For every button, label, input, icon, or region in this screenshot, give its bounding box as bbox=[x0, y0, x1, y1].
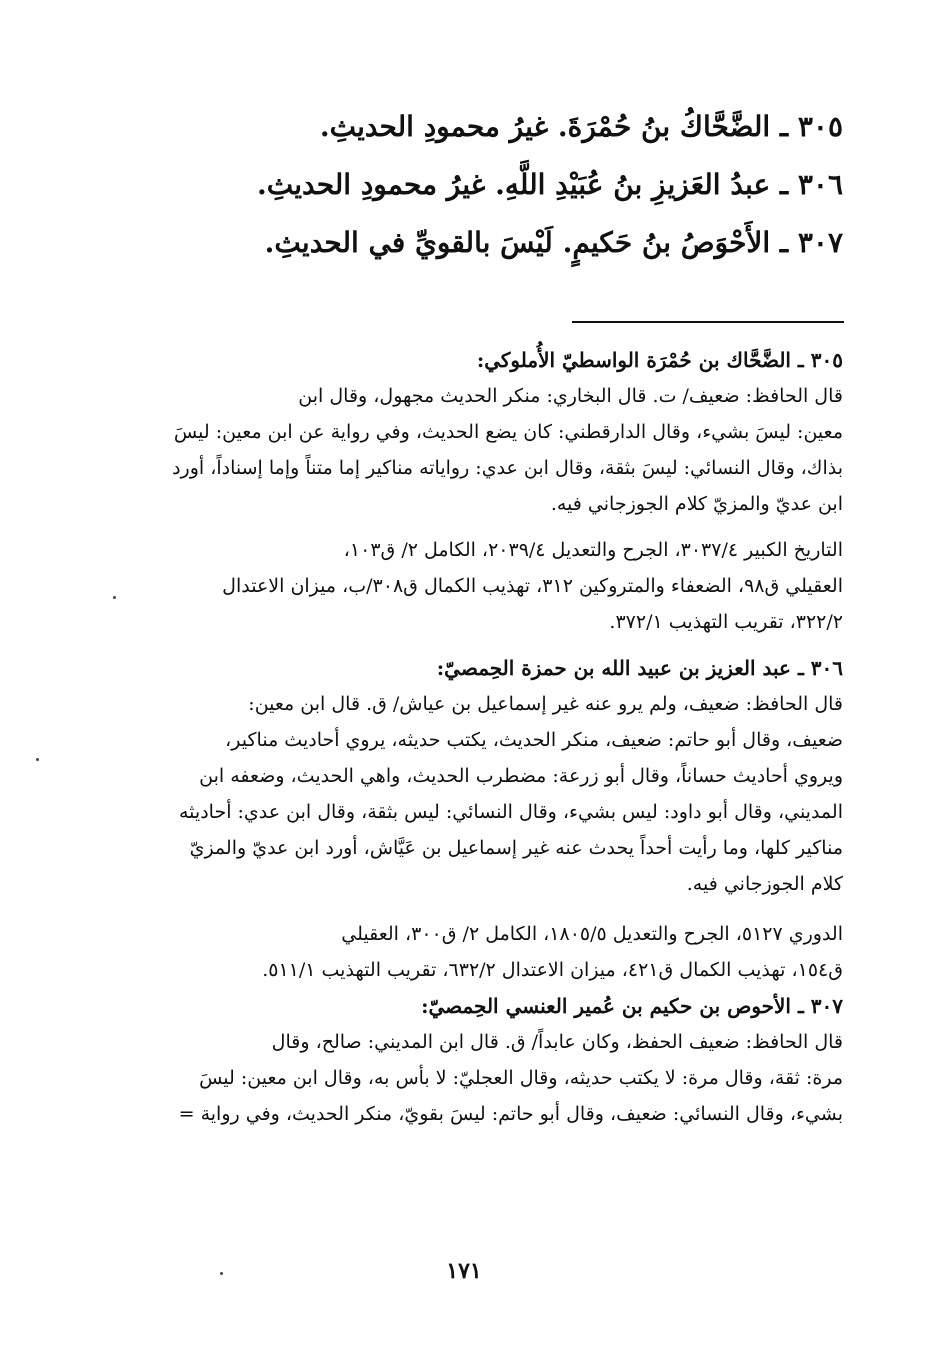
page-number: ١٧١ bbox=[446, 1258, 482, 1284]
text-line: ٣٢٢/٢، تقريب التهذيب ٣٧٢/١. bbox=[609, 611, 843, 633]
text-line: ضعيف، وقال أبو حاتم: ضعيف، منكر الحديث، يكتب حديثه، يروي أحاديث مناكير، bbox=[225, 729, 843, 751]
text-line: بذاك، وقال النسائي: ليسَ بثقة، وقال ابن عدي: رواياته مناكير إما متناً وإما إسناداً، أورد bbox=[172, 457, 843, 479]
note-heading-307: ٣٠٧ ـ الأحوص بن حكيم بن عُمير العنسي الحِمصيّ: bbox=[421, 994, 843, 1018]
note-heading-306: ٣٠٦ ـ عبد العزيز بن عبيد الله بن حمزة الحِمصيّ: bbox=[436, 656, 843, 680]
text-line: قال الحافظ: ضعيف، ولم يرو عنه غير إسماعيل بن عياش/ ق. قال ابن معين: bbox=[248, 693, 843, 715]
text-line: المديني، وقال أبو داود: ليس بشيء، وقال النسائي: ليس بثقة، وقال ابن عدي: أحاديثه bbox=[179, 801, 843, 823]
text-line: بشيء، وقال النسائي: ضعيف، وقال أبو حاتم: ليسَ بقويّ، منكر الحديث، وفي رواية = bbox=[178, 1103, 843, 1125]
main-entry-307: ٣٠٧ ـ الأَحْوَصُ بنُ حَكيمٍ. لَيْسَ بالقويِّ في الحديثِ. bbox=[264, 226, 843, 259]
note-306-sources bbox=[140, 916, 843, 988]
scan-speck bbox=[113, 596, 116, 599]
note-heading-305: ٣٠٥ ـ الضَّحَّاك بن حُمْرَة الواسطيّ الأُملوكي: bbox=[476, 348, 843, 372]
text-line: العقيلي ق٩٨، الضعفاء والمتروكين ٣١٢، تهذيب الكمال ق٣٠٨/ب، ميزان الاعتدال bbox=[222, 575, 843, 597]
text-line: الدوري ٥١٢٧، الجرح والتعديل ١٨٠٥/٥، الكامل ٢/ ق٣٠٠، العقيلي bbox=[341, 923, 843, 945]
footnote-divider bbox=[572, 321, 844, 323]
text-line: ق١٥٤، تهذيب الكمال ق٤٢١، ميزان الاعتدال ٦٣٢/٢، تقريب التهذيب ٥١١/١. bbox=[262, 959, 843, 981]
note-307-paragraph-1 bbox=[140, 1024, 843, 1132]
text-line: ابن عديّ والمزيّ كلام الجوزجاني فيه. bbox=[550, 493, 843, 515]
text-line: مناكير كلها، وما رأيت أحداً يحدث عنه غير إسماعيل بن عَيَّاش، أورد ابن عديّ والمزيّ bbox=[189, 837, 843, 859]
main-entries bbox=[150, 98, 843, 272]
main-entry-306: ٣٠٦ ـ عبدُ العَزيزِ بنُ عُبَيْدِ اللَّهِ. غيرُ محمودِ الحديثِ. bbox=[256, 168, 843, 201]
text-line: معين: ليسَ بشيء، وقال الدارقطني: كان يضع الحديث، وفي رواية عن ابن معين: ليسَ bbox=[173, 421, 843, 443]
text-line: ويروي أحاديث حساناً، وقال أبو زرعة: مضطرب الحديث، واهي الحديث، وضعفه ابن bbox=[199, 765, 843, 787]
scan-speck bbox=[36, 758, 39, 761]
text-line: كلام الجوزجاني فيه. bbox=[686, 873, 843, 895]
text-line: التاريخ الكبير ٣٠٣٧/٤، الجرح والتعديل ٢٠٣٩/٤، الكامل ٢/ ق١٠٣، bbox=[343, 539, 843, 561]
text-line: مرة: ثقة، وقال مرة: لا يكتب حديثه، وقال العجليّ: لا بأس به، وقال ابن معين: ليسَ bbox=[199, 1067, 843, 1089]
note-305-paragraph-1 bbox=[140, 378, 843, 522]
footnotes bbox=[140, 342, 843, 1132]
text-line: قال الحافظ: ضعيف الحفظ، وكان عابداً/ ق. قال ابن المديني: صالح، وقال bbox=[271, 1031, 843, 1053]
scan-speck bbox=[220, 1272, 223, 1275]
note-306-paragraph-1 bbox=[140, 686, 843, 902]
text-line: قال الحافظ: ضعيف/ ت. قال البخاري: منكر الحديث مجهول، وقال ابن bbox=[298, 385, 843, 407]
note-305-sources bbox=[140, 532, 843, 640]
main-entry-305: ٣٠٥ ـ الضَّحَّاكُ بنُ حُمْرَةَ. غيرُ محمودِ الحديثِ. bbox=[319, 110, 843, 143]
